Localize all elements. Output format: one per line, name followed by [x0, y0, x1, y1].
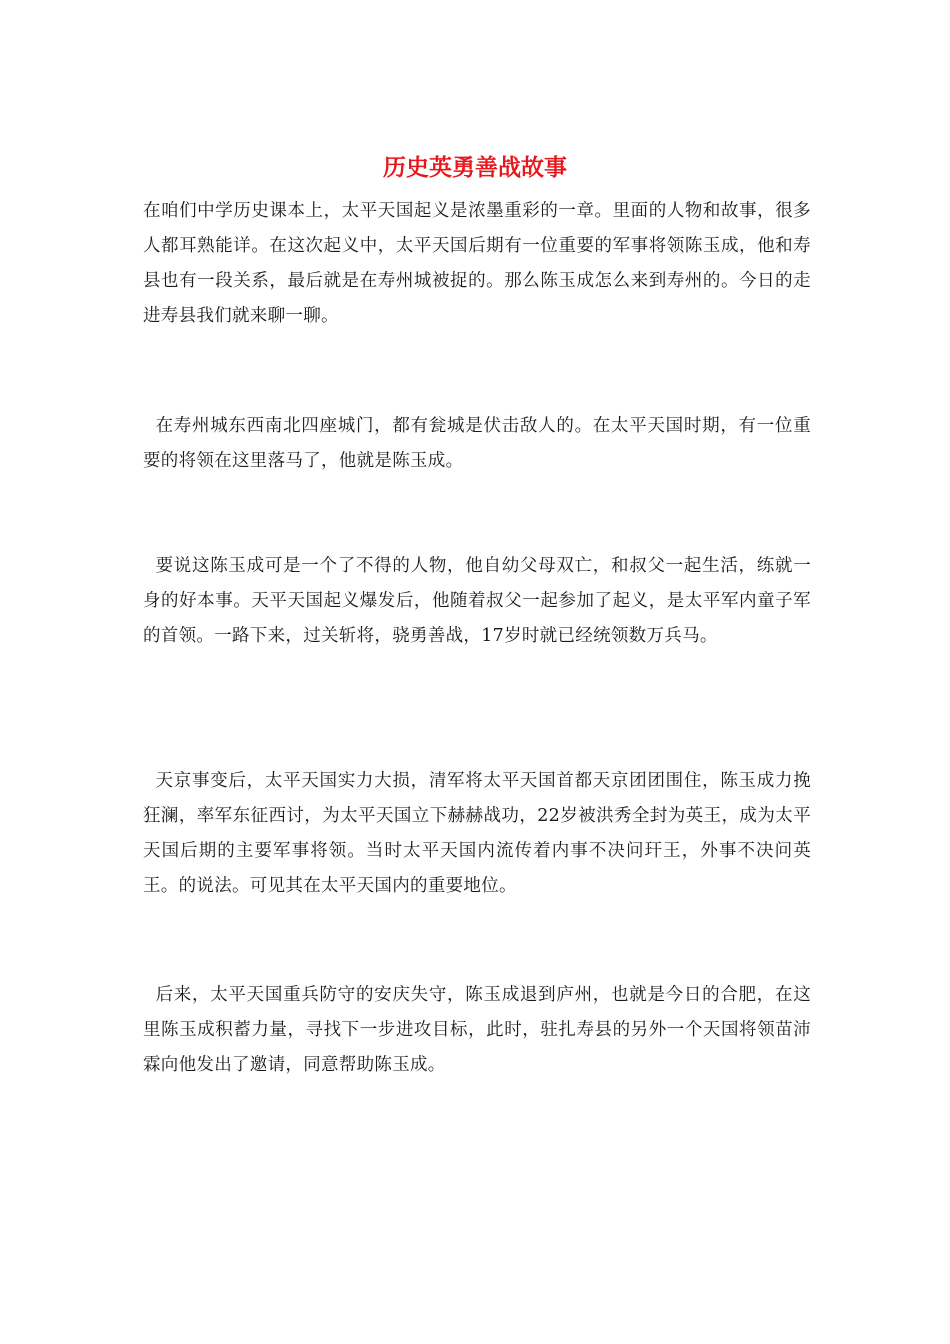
- paragraph-tianjing-incident: 天京事变后，太平天国实力大损，清军将太平天国首都天京团团围住，陈玉成力挽狂澜，率军东征西讨，为太平天国立下赫赫战功，22岁被洪秀全封为英王，成为太平天国后期的主要军事将领。当时太平天国内流传着内事不决问玕王，外事不决问英王。的说法。可见其在太平天国内的重要地位。: [143, 771, 811, 896]
- document-title: 历史英勇善战故事: [383, 154, 567, 181]
- paragraph-early-life: 要说这陈玉成可是一个了不得的人物，他自幼父母双亡，和叔父一起生活，练就一身的好本事。天平天国起义爆发后，他随着叔父一起参加了起义，是太平军内童子军的首领。一路下来，过关斩将，骁勇善战，17岁时就已经统领数万兵马。: [143, 556, 811, 646]
- paragraph-city-gates: 在寿州城东西南北四座城门，都有瓮城是伏击敌人的。在太平天国时期，有一位重要的将领在这里落马了，他就是陈玉成。: [143, 416, 811, 471]
- paragraph-intro: 在咱们中学历史课本上，太平天国起义是浓墨重彩的一章。里面的人物和故事，很多人都耳熟能详。在这次起义中，太平天国后期有一位重要的军事将领陈玉成，他和寿县也有一段关系，最后就是在寿州城被捉的。那么陈玉成怎么来到寿州的。今日的走进寿县我们就来聊一聊。: [143, 201, 811, 326]
- paragraph-anqing-fall: 后来，太平天国重兵防守的安庆失守，陈玉成退到庐州，也就是今日的合肥，在这里陈玉成积蓄力量，寻找下一步进攻目标，此时，驻扎寿县的另外一个天国将领苗沛霖向他发出了邀请，同意帮助陈玉成。: [143, 985, 811, 1075]
